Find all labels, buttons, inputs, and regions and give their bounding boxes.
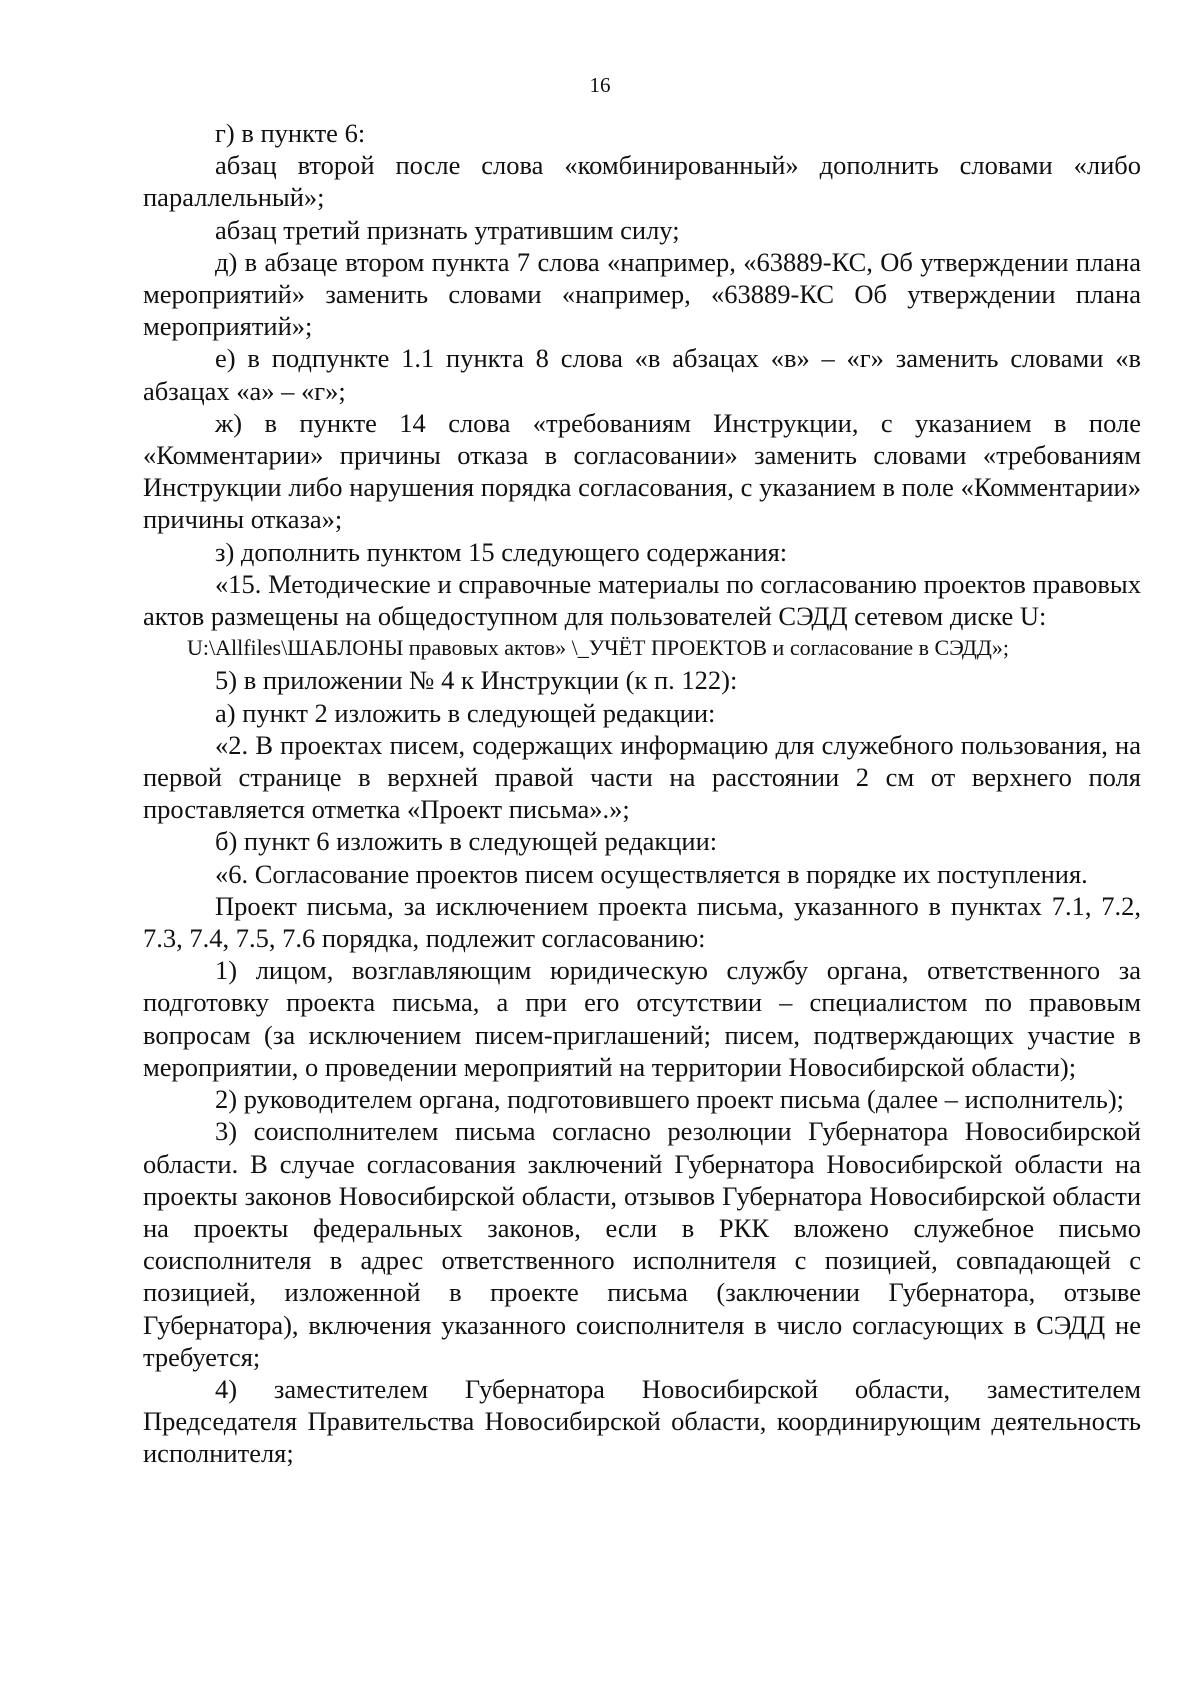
network-path: U:\Allfiles\ШАБЛОНЫ правовых актов» \_УЧЁТ ПРОЕКТОВ и согласование в СЭДД»; (187, 635, 1010, 661)
paragraph-zh-item-14: ж) в пункте 14 слова «требованиям Инструкции, с указанием в поле «Комментарии» причины отказа в согласовании» заменить словами «требованиям Инструкции либо нарушения порядка согласования, с указанием в поле «Комментарии» причины отказа»; (143, 407, 1141, 535)
paragraph-appendix-4: 5) в приложении № 4 к Инструкции (к п. 122): (215, 665, 738, 696)
paragraph-d-item-7: д) в абзаце втором пункта 7 слова «например, «63889-КС, Об утверждении плана мероприятий» заменить словами «например, «63889-КС Об утверждении плана мероприятий»; (143, 246, 1141, 342)
paragraph-a-item-2: а) пункт 2 изложить в следующей редакции: (215, 697, 716, 728)
paragraph-item-6-text: «6. Согласование проектов писем осуществляется в порядке их поступления. (215, 858, 1088, 889)
paragraph-z-item-15: з) дополнить пунктом 15 следующего содержания: (215, 536, 788, 567)
paragraph-g-item-6: г) в пункте 6: (215, 118, 366, 148)
list-item-3: 3) соисполнителем письма согласно резолюции Губернатора Новосибирской области. В случае согласования заключений Губернатора Новосибирской области на проекты законов Новосибирской области, отзывов Губернатора Новосибирской области на проекты федеральных законов, если в РКК вложено служебное письмо соисполнителя в адрес ответственного исполнителя с позицией, совпадающей с позицией, изложенной в проекте письма (заключении Губернатора, отзыве Губернатора), включения указанного соисполнителя в число согласующих в СЭДД не требуется; (143, 1116, 1141, 1372)
list-item-4: 4) заместителем Губернатора Новосибирской области, заместителем Председателя Правительства Новосибирской области, координирующим деятельность исполнителя; (143, 1373, 1141, 1469)
paragraph-second-abzac: абзац второй после слова «комбинированный» дополнить словами «либо параллельный»; (143, 150, 1141, 213)
page-number: 16 (589, 73, 611, 97)
paragraph-e-item-8: е) в подпункте 1.1 пункта 8 слова «в абзацах «в» – «г» заменить словами «в абзацах «а» – «г»; (143, 343, 1141, 406)
paragraph-approval-intro: Проект письма, за исключением проекта письма, указанного в пунктах 7.1, 7.2, 7.3, 7.4, 7.5, 7.6 порядка, подлежит согласованию: (143, 890, 1141, 954)
list-item-1: 1) лицом, возглавляющим юридическую службу органа, ответственного за подготовку проекта письма, а при его отсутствии – специалистом по правовым вопросам (за исключением писем-приглашений; писем, подтверждающих участие в мероприятии, о проведении мероприятий на территории Новосибирской области); (143, 955, 1141, 1082)
document-body (143, 117, 1141, 1470)
paragraph-third-abzac: абзац третий признать утратившим силу; (215, 214, 680, 245)
paragraph-b-item-6: б) пункт 6 изложить в следующей редакции: (215, 826, 718, 857)
paragraph-item-2-text: «2. В проектах писем, содержащих информацию для служебного пользования, на первой странице в верхней правой части на расстоянии 2 см от верхнего поля проставляется отметка «Проект письма».»; (143, 729, 1141, 825)
paragraph-item-15-text: «15. Методические и справочные материалы по согласованию проектов правовых актов размещены на общедоступном для пользователей СЭДД сетевом диске U: (143, 568, 1141, 632)
list-item-2: 2) руководителем органа, подготовившего проект письма (далее – исполнитель); (215, 1084, 1125, 1115)
